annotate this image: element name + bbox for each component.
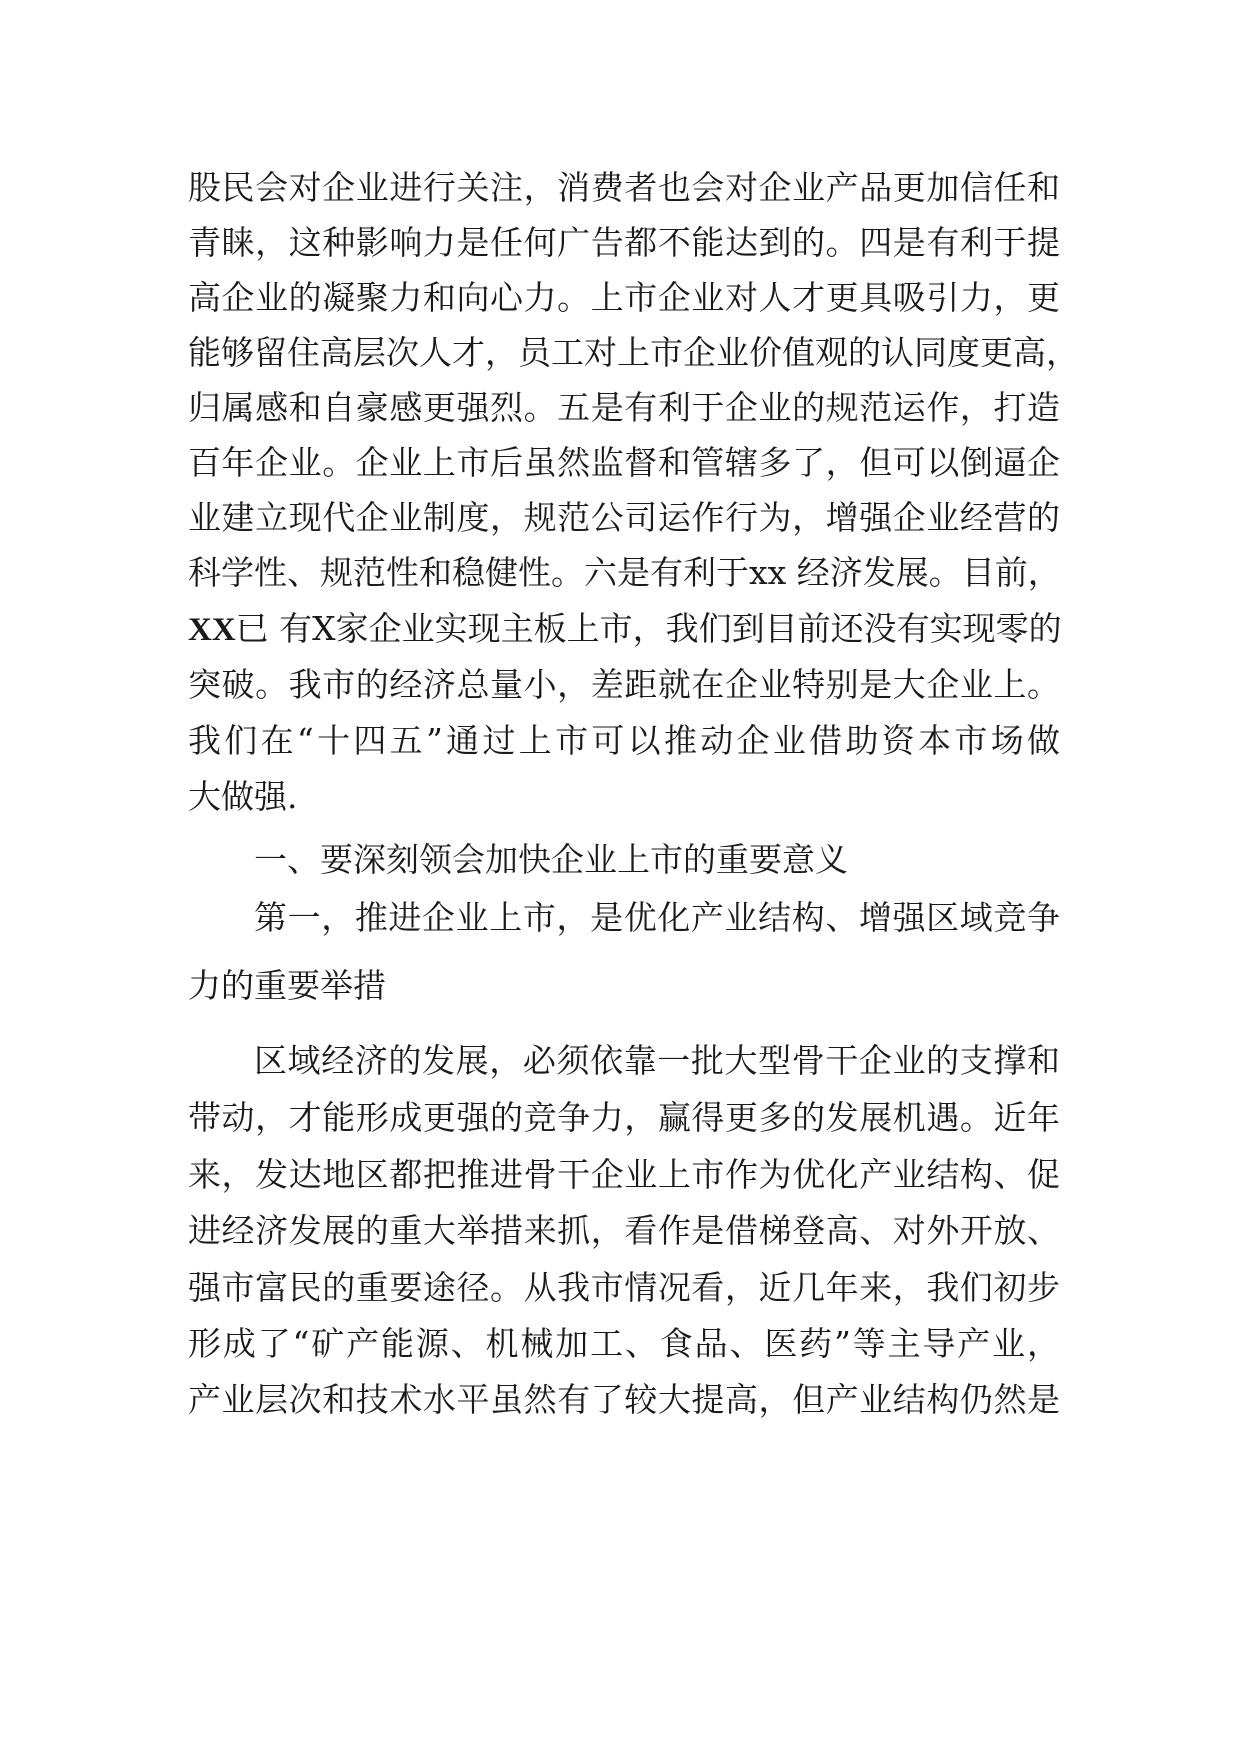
paragraph-line: 来，发达地区都把推进骨干企业上市作为优化产业结构、促	[188, 1155, 1060, 1194]
paragraph-line: 青睐，这种影响力是任何广告都不能达到的。四是有利于提	[188, 223, 1060, 262]
placeholder-bold-text: XX	[188, 612, 236, 648]
paragraph-line: 归属感和自豪感更强烈。五是有利于企业的规范运作，打造	[188, 388, 1060, 427]
paragraph-line: 大做强.	[188, 777, 298, 816]
paragraph-line: 突破。我市的经济总量小，差距就在企业特别是大企业上。	[188, 665, 1060, 704]
paragraph-line: 区域经济的发展，必须依靠一批大型骨干企业的支撑和	[254, 1041, 1060, 1080]
paragraph-line-rest: 已 有X家企业实现主板上市，我们到目前还没有实现零的	[235, 609, 1062, 648]
paragraph-line-mixed	[188, 601, 1060, 657]
paragraph-line: 高企业的凝聚力和向心力。上市企业对人才更具吸引力，更	[188, 278, 1060, 317]
paragraph-line: 百年企业。企业上市后虽然监督和管辖多了，但可以倒逼企	[188, 443, 1060, 482]
paragraph-line: 强市富民的重要途径。从我市情况看，近几年来，我们初步	[188, 1268, 1060, 1307]
subheading-line: 力的重要举措	[188, 966, 386, 1005]
paragraph-line: 进经济发展的重大举措来抓，看作是借梯登高、对外开放、	[188, 1211, 1060, 1250]
paragraph-line: 股民会对企业进行关注，消费者也会对企业产品更加信任和	[188, 168, 1060, 207]
section-heading: 一、要深刻领会加快企业上市的重要意义	[254, 840, 848, 879]
paragraph-line: 科学性、规范性和稳健性。六是有利于xx 经济发展。目前，	[188, 553, 1061, 592]
paragraph-line: 我们在“十四五”通过上市可以推动企业借助资本市场做	[188, 721, 1060, 760]
paragraph-line: 带动，才能形成更强的竞争力，赢得更多的发展机遇。近年	[188, 1098, 1060, 1137]
paragraph-line: 产业层次和技术水平虽然有了较大提高，但产业结构仍然是	[188, 1380, 1060, 1419]
subheading-line: 第一，推进企业上市，是优化产业结构、增强区域竞争	[254, 898, 1060, 937]
paragraph-line: 业建立现代企业制度，规范公司运作行为，增强企业经营的	[188, 498, 1060, 537]
paragraph-line: 形成了“矿产能源、机械加工、食品、医药”等主导产业，	[188, 1324, 1060, 1363]
paragraph-line: 能够留住高层次人才，员工对上市企业价值观的认同度更高，	[188, 333, 1079, 372]
